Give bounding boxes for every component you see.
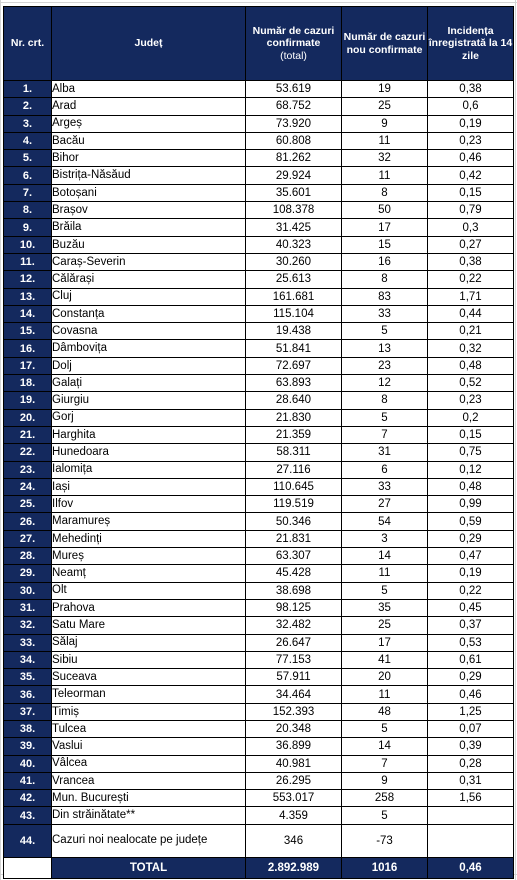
new-cases-cell[interactable]: 6 bbox=[342, 461, 428, 478]
total-cases-cell[interactable]: 81.262 bbox=[246, 150, 342, 167]
county-cell[interactable]: Din străinătate** bbox=[52, 807, 246, 824]
incidence-cell[interactable]: 0,31 bbox=[428, 772, 514, 789]
total-cases-cell[interactable]: 45.428 bbox=[246, 565, 342, 582]
county-cell[interactable]: Suceava bbox=[52, 669, 246, 686]
incidence-cell[interactable]: 0,12 bbox=[428, 461, 514, 478]
table-row bbox=[4, 617, 514, 634]
row-number-cell[interactable]: 17. bbox=[4, 357, 52, 374]
county-cell[interactable]: Prahova bbox=[52, 599, 246, 616]
table-row bbox=[4, 720, 514, 737]
row-number-cell[interactable]: 27. bbox=[4, 530, 52, 547]
new-cases-cell[interactable]: 5 bbox=[342, 582, 428, 599]
new-cases-cell[interactable]: 19 bbox=[342, 81, 428, 98]
total-cases-cell[interactable]: 108.378 bbox=[246, 202, 342, 219]
table-row bbox=[4, 651, 514, 668]
row-number-cell[interactable]: 41. bbox=[4, 772, 52, 789]
incidence-cell[interactable]: 0,44 bbox=[428, 305, 514, 322]
covid-cases-table bbox=[3, 6, 514, 879]
total-row-blank-cell[interactable] bbox=[4, 857, 52, 878]
county-cell[interactable]: Harghita bbox=[52, 426, 246, 443]
row-number-cell[interactable]: 13. bbox=[4, 288, 52, 305]
county-cell[interactable]: Dolj bbox=[52, 357, 246, 374]
row-number-cell[interactable]: 29. bbox=[4, 565, 52, 582]
row-number-cell[interactable]: 20. bbox=[4, 409, 52, 426]
total-cases-cell[interactable]: 19.438 bbox=[246, 323, 342, 340]
new-cases-cell[interactable]: 9 bbox=[342, 772, 428, 789]
table-row bbox=[4, 236, 514, 253]
table-header bbox=[4, 7, 514, 81]
county-cell[interactable]: Satu Mare bbox=[52, 617, 246, 634]
new-cases-cell[interactable]: 13 bbox=[342, 340, 428, 357]
row-number-cell[interactable]: 15. bbox=[4, 323, 52, 340]
county-cell[interactable]: Alba bbox=[52, 81, 246, 98]
incidence-cell[interactable]: 0,46 bbox=[428, 686, 514, 703]
total-cases-cell[interactable]: 58.311 bbox=[246, 444, 342, 461]
header-incidence[interactable]: Incidența înregistrată la 14 zile bbox=[428, 7, 514, 81]
county-cell[interactable]: Galați bbox=[52, 375, 246, 392]
new-cases-cell[interactable]: 17 bbox=[342, 219, 428, 236]
table-row bbox=[4, 548, 514, 565]
county-cell[interactable]: Bihor bbox=[52, 150, 246, 167]
table-row bbox=[4, 375, 514, 392]
row-number-cell[interactable]: 19. bbox=[4, 392, 52, 409]
county-cell[interactable]: Teleorman bbox=[52, 686, 246, 703]
incidence-cell[interactable]: 0,29 bbox=[428, 669, 514, 686]
incidence-cell[interactable]: 0,48 bbox=[428, 357, 514, 374]
incidence-cell[interactable]: 0,39 bbox=[428, 738, 514, 755]
total-cases-cell[interactable]: 30.260 bbox=[246, 253, 342, 270]
incidence-cell[interactable] bbox=[428, 807, 514, 824]
row-number-cell[interactable]: 1. bbox=[4, 81, 52, 98]
table-row bbox=[4, 686, 514, 703]
county-cell[interactable]: Cazuri noi nealocate pe județe bbox=[52, 824, 246, 857]
incidence-cell[interactable]: 0,38 bbox=[428, 253, 514, 270]
table-row bbox=[4, 392, 514, 409]
row-number-cell[interactable]: 26. bbox=[4, 513, 52, 530]
incidence-cell[interactable]: 1,71 bbox=[428, 288, 514, 305]
new-cases-cell[interactable]: 17 bbox=[342, 634, 428, 651]
row-number-cell[interactable]: 39. bbox=[4, 738, 52, 755]
row-number-cell[interactable]: 2. bbox=[4, 98, 52, 115]
table-row bbox=[4, 98, 514, 115]
sheet-gridline bbox=[515, 0, 516, 880]
incidence-cell[interactable]: 0,23 bbox=[428, 392, 514, 409]
county-cell[interactable]: Mureș bbox=[52, 548, 246, 565]
incidence-cell[interactable]: 0,46 bbox=[428, 150, 514, 167]
incidence-cell[interactable]: 0,53 bbox=[428, 634, 514, 651]
table-row bbox=[4, 150, 514, 167]
row-number-cell[interactable]: 16. bbox=[4, 340, 52, 357]
county-cell[interactable]: Timiș bbox=[52, 703, 246, 720]
new-cases-cell[interactable]: 8 bbox=[342, 392, 428, 409]
incidence-cell[interactable]: 0,28 bbox=[428, 755, 514, 772]
county-cell[interactable]: Neamț bbox=[52, 565, 246, 582]
total-cases-cell[interactable]: 77.153 bbox=[246, 651, 342, 668]
county-cell[interactable]: Caraș-Severin bbox=[52, 253, 246, 270]
total-cases-cell[interactable]: 63.893 bbox=[246, 375, 342, 392]
county-cell[interactable]: Brașov bbox=[52, 202, 246, 219]
row-number-cell[interactable]: 42. bbox=[4, 790, 52, 807]
new-cases-cell[interactable]: 27 bbox=[342, 496, 428, 513]
incidence-cell[interactable]: 1,56 bbox=[428, 790, 514, 807]
table-row bbox=[4, 513, 514, 530]
incidence-cell[interactable]: 0,99 bbox=[428, 496, 514, 513]
new-cases-cell[interactable]: 11 bbox=[342, 132, 428, 149]
row-number-cell[interactable]: 33. bbox=[4, 634, 52, 651]
table-row bbox=[4, 444, 514, 461]
county-cell[interactable]: Arad bbox=[52, 98, 246, 115]
row-number-cell[interactable]: 30. bbox=[4, 582, 52, 599]
total-cases-cell[interactable]: 26.295 bbox=[246, 772, 342, 789]
row-number-cell[interactable]: 31. bbox=[4, 599, 52, 616]
county-cell[interactable]: Tulcea bbox=[52, 720, 246, 737]
new-cases-cell[interactable]: 11 bbox=[342, 167, 428, 184]
county-cell[interactable]: Călărași bbox=[52, 271, 246, 288]
incidence-cell[interactable]: 0,48 bbox=[428, 478, 514, 495]
table-row bbox=[4, 340, 514, 357]
total-cases-cell[interactable]: 98.125 bbox=[246, 599, 342, 616]
total-cases-cell[interactable]: 60.808 bbox=[246, 132, 342, 149]
new-cases-cell[interactable]: 31 bbox=[342, 444, 428, 461]
row-number-cell[interactable]: 37. bbox=[4, 703, 52, 720]
incidence-cell[interactable]: 0,2 bbox=[428, 409, 514, 426]
new-cases-cell[interactable]: 41 bbox=[342, 651, 428, 668]
table-row bbox=[4, 669, 514, 686]
county-cell[interactable]: Mun. București bbox=[52, 790, 246, 807]
incidence-cell[interactable] bbox=[428, 824, 514, 857]
total-cases-cell[interactable]: 152.393 bbox=[246, 703, 342, 720]
county-cell[interactable]: Vrancea bbox=[52, 772, 246, 789]
total-cases-cell[interactable]: 68.752 bbox=[246, 98, 342, 115]
new-cases-cell[interactable]: 48 bbox=[342, 703, 428, 720]
sheet-gridline bbox=[0, 2, 517, 3]
total-cases-cell[interactable]: 31.425 bbox=[246, 219, 342, 236]
total-cases-cell[interactable]: 21.831 bbox=[246, 530, 342, 547]
county-cell[interactable]: Mehedinți bbox=[52, 530, 246, 547]
table-row bbox=[4, 582, 514, 599]
incidence-cell[interactable]: 0,27 bbox=[428, 236, 514, 253]
incidence-cell[interactable]: 0,52 bbox=[428, 375, 514, 392]
table-row bbox=[4, 184, 514, 201]
incidence-cell[interactable]: 0,47 bbox=[428, 548, 514, 565]
county-cell[interactable]: Brăila bbox=[52, 219, 246, 236]
row-number-cell[interactable]: 32. bbox=[4, 617, 52, 634]
total-cases-cell[interactable]: 35.601 bbox=[246, 184, 342, 201]
county-cell[interactable]: Bistrița-Năsăud bbox=[52, 167, 246, 184]
total-cases-cell[interactable]: 32.482 bbox=[246, 617, 342, 634]
total-cases-cell[interactable]: 34.464 bbox=[246, 686, 342, 703]
table-row bbox=[4, 461, 514, 478]
header-total-cases[interactable] bbox=[246, 7, 342, 81]
row-number-cell[interactable]: 43. bbox=[4, 807, 52, 824]
new-cases-cell[interactable]: 50 bbox=[342, 202, 428, 219]
table-row bbox=[4, 755, 514, 772]
table-row bbox=[4, 478, 514, 495]
table-row bbox=[4, 565, 514, 582]
table-row bbox=[4, 426, 514, 443]
table-row bbox=[4, 807, 514, 824]
table-row bbox=[4, 167, 514, 184]
county-cell[interactable]: Botoșani bbox=[52, 184, 246, 201]
new-cases-cell[interactable]: 54 bbox=[342, 513, 428, 530]
row-number-cell[interactable]: 12. bbox=[4, 271, 52, 288]
county-cell[interactable]: Argeș bbox=[52, 115, 246, 132]
new-cases-cell[interactable]: 258 bbox=[342, 790, 428, 807]
incidence-cell[interactable]: 1,25 bbox=[428, 703, 514, 720]
county-cell[interactable]: Buzău bbox=[52, 236, 246, 253]
county-cell[interactable]: Sălaj bbox=[52, 634, 246, 651]
table-row bbox=[4, 790, 514, 807]
incidence-cell[interactable]: 0,61 bbox=[428, 651, 514, 668]
row-number-cell[interactable]: 25. bbox=[4, 496, 52, 513]
total-cases-cell[interactable]: 21.830 bbox=[246, 409, 342, 426]
new-cases-cell[interactable]: 25 bbox=[342, 617, 428, 634]
table-row bbox=[4, 202, 514, 219]
incidence-cell[interactable]: 0,75 bbox=[428, 444, 514, 461]
total-cases-cell[interactable]: 50.346 bbox=[246, 513, 342, 530]
table-row bbox=[4, 824, 514, 857]
county-cell[interactable]: Constanța bbox=[52, 305, 246, 322]
row-number-cell[interactable]: 3. bbox=[4, 115, 52, 132]
row-number-cell[interactable]: 35. bbox=[4, 669, 52, 686]
new-cases-cell[interactable]: 25 bbox=[342, 98, 428, 115]
table-row bbox=[4, 219, 514, 236]
table-row bbox=[4, 703, 514, 720]
new-cases-cell[interactable]: 11 bbox=[342, 565, 428, 582]
incidence-cell[interactable]: 0,79 bbox=[428, 202, 514, 219]
table-row bbox=[4, 409, 514, 426]
total-row bbox=[4, 857, 514, 878]
incidence-cell[interactable]: 0,07 bbox=[428, 720, 514, 737]
row-number-cell[interactable]: 18. bbox=[4, 375, 52, 392]
new-cases-cell[interactable]: 7 bbox=[342, 426, 428, 443]
incidence-cell[interactable]: 0,19 bbox=[428, 565, 514, 582]
new-cases-cell[interactable]: 3 bbox=[342, 530, 428, 547]
county-cell[interactable]: Iași bbox=[52, 478, 246, 495]
total-confirmed[interactable]: 2.892.989 bbox=[246, 857, 342, 878]
incidence-cell[interactable]: 0,42 bbox=[428, 167, 514, 184]
total-cases-cell[interactable]: 161.681 bbox=[246, 288, 342, 305]
row-number-cell[interactable]: 14. bbox=[4, 305, 52, 322]
incidence-cell[interactable]: 0,29 bbox=[428, 530, 514, 547]
row-number-cell[interactable]: 38. bbox=[4, 720, 52, 737]
new-cases-cell[interactable]: 7 bbox=[342, 755, 428, 772]
incidence-cell[interactable]: 0,23 bbox=[428, 132, 514, 149]
header-new-cases[interactable]: Număr de cazuri nou confirmate bbox=[342, 7, 428, 81]
total-cases-cell[interactable]: 36.899 bbox=[246, 738, 342, 755]
row-number-cell[interactable]: 21. bbox=[4, 426, 52, 443]
new-cases-cell[interactable]: 33 bbox=[342, 478, 428, 495]
incidence-cell[interactable]: 0,3 bbox=[428, 219, 514, 236]
row-number-cell[interactable]: 22. bbox=[4, 444, 52, 461]
total-cases-cell[interactable]: 119.519 bbox=[246, 496, 342, 513]
total-cases-cell[interactable]: 4.359 bbox=[246, 807, 342, 824]
county-cell[interactable]: Dâmbovița bbox=[52, 340, 246, 357]
incidence-cell[interactable]: 0,37 bbox=[428, 617, 514, 634]
new-cases-cell[interactable]: 14 bbox=[342, 738, 428, 755]
total-incidence[interactable]: 0,46 bbox=[428, 857, 514, 878]
new-cases-cell[interactable]: 8 bbox=[342, 271, 428, 288]
row-number-cell[interactable]: 23. bbox=[4, 461, 52, 478]
new-cases-cell[interactable]: 23 bbox=[342, 357, 428, 374]
total-cases-cell[interactable]: 63.307 bbox=[246, 548, 342, 565]
header-nr-crt[interactable]: Nr. crt. bbox=[4, 7, 52, 81]
total-cases-cell[interactable]: 40.323 bbox=[246, 236, 342, 253]
row-number-cell[interactable]: 4. bbox=[4, 132, 52, 149]
new-cases-cell[interactable]: 5 bbox=[342, 409, 428, 426]
total-cases-cell[interactable]: 51.841 bbox=[246, 340, 342, 357]
total-cases-cell[interactable]: 38.698 bbox=[246, 582, 342, 599]
total-cases-cell[interactable]: 29.924 bbox=[246, 167, 342, 184]
new-cases-cell[interactable]: 9 bbox=[342, 115, 428, 132]
row-number-cell[interactable]: 6. bbox=[4, 167, 52, 184]
row-number-cell[interactable]: 36. bbox=[4, 686, 52, 703]
row-number-cell[interactable]: 11. bbox=[4, 253, 52, 270]
county-cell[interactable]: Covasna bbox=[52, 323, 246, 340]
incidence-cell[interactable]: 0,15 bbox=[428, 184, 514, 201]
total-cases-cell[interactable]: 346 bbox=[246, 824, 342, 857]
new-cases-cell[interactable]: 15 bbox=[342, 236, 428, 253]
county-cell[interactable]: Hunedoara bbox=[52, 444, 246, 461]
table-row bbox=[4, 81, 514, 98]
total-cases-cell[interactable]: 53.619 bbox=[246, 81, 342, 98]
total-cases-cell[interactable]: 72.697 bbox=[246, 357, 342, 374]
row-number-cell[interactable]: 24. bbox=[4, 478, 52, 495]
county-cell[interactable]: Ialomița bbox=[52, 461, 246, 478]
row-number-cell[interactable]: 34. bbox=[4, 651, 52, 668]
total-cases-cell[interactable]: 25.613 bbox=[246, 271, 342, 288]
total-cases-cell[interactable]: 26.647 bbox=[246, 634, 342, 651]
header-judet[interactable]: Județ bbox=[52, 7, 246, 81]
row-number-cell[interactable]: 7. bbox=[4, 184, 52, 201]
county-cell[interactable]: Gorj bbox=[52, 409, 246, 426]
sheet-gridline bbox=[0, 0, 1, 880]
incidence-cell[interactable]: 0,19 bbox=[428, 115, 514, 132]
table-row bbox=[4, 634, 514, 651]
county-cell[interactable]: Olt bbox=[52, 582, 246, 599]
new-cases-cell[interactable]: 32 bbox=[342, 150, 428, 167]
incidence-cell[interactable]: 0,59 bbox=[428, 513, 514, 530]
table-row bbox=[4, 357, 514, 374]
table-row bbox=[4, 305, 514, 322]
total-cases-cell[interactable]: 27.116 bbox=[246, 461, 342, 478]
row-number-cell[interactable]: 9. bbox=[4, 219, 52, 236]
total-cases-cell[interactable]: 110.645 bbox=[246, 478, 342, 495]
row-number-cell[interactable]: 10. bbox=[4, 236, 52, 253]
incidence-cell[interactable]: 0,32 bbox=[428, 340, 514, 357]
new-cases-cell[interactable]: 20 bbox=[342, 669, 428, 686]
new-cases-cell[interactable]: -73 bbox=[342, 824, 428, 857]
new-cases-cell[interactable]: 35 bbox=[342, 599, 428, 616]
row-number-cell[interactable]: 40. bbox=[4, 755, 52, 772]
row-number-cell[interactable]: 44. bbox=[4, 824, 52, 857]
new-cases-cell[interactable]: 5 bbox=[342, 720, 428, 737]
total-label[interactable]: TOTAL bbox=[52, 857, 246, 878]
county-cell[interactable]: Vaslui bbox=[52, 738, 246, 755]
incidence-cell[interactable]: 0,45 bbox=[428, 599, 514, 616]
table-row bbox=[4, 738, 514, 755]
county-cell[interactable]: Giurgiu bbox=[52, 392, 246, 409]
header-total-cases-label: Număr de cazuri confirmate bbox=[252, 25, 335, 50]
new-cases-cell[interactable]: 16 bbox=[342, 253, 428, 270]
total-new[interactable]: 1016 bbox=[342, 857, 428, 878]
total-cases-cell[interactable]: 20.348 bbox=[246, 720, 342, 737]
total-cases-cell[interactable]: 73.920 bbox=[246, 115, 342, 132]
table-row bbox=[4, 599, 514, 616]
new-cases-cell[interactable]: 12 bbox=[342, 375, 428, 392]
table-row bbox=[4, 132, 514, 149]
table-row bbox=[4, 115, 514, 132]
table-row bbox=[4, 271, 514, 288]
county-cell[interactable]: Cluj bbox=[52, 288, 246, 305]
incidence-cell[interactable]: 0,22 bbox=[428, 271, 514, 288]
table-row bbox=[4, 530, 514, 547]
table-row bbox=[4, 323, 514, 340]
row-number-cell[interactable]: 28. bbox=[4, 548, 52, 565]
row-number-cell[interactable]: 5. bbox=[4, 150, 52, 167]
new-cases-cell[interactable]: 8 bbox=[342, 184, 428, 201]
table-row bbox=[4, 496, 514, 513]
county-cell[interactable]: Ilfov bbox=[52, 496, 246, 513]
total-cases-cell[interactable]: 28.640 bbox=[246, 392, 342, 409]
total-cases-cell[interactable]: 115.104 bbox=[246, 305, 342, 322]
new-cases-cell[interactable]: 11 bbox=[342, 686, 428, 703]
table-row bbox=[4, 772, 514, 789]
total-cases-cell[interactable]: 57.911 bbox=[246, 669, 342, 686]
county-cell[interactable]: Bacău bbox=[52, 132, 246, 149]
new-cases-cell[interactable]: 5 bbox=[342, 807, 428, 824]
table-row bbox=[4, 288, 514, 305]
county-cell[interactable]: Sibiu bbox=[52, 651, 246, 668]
incidence-cell[interactable]: 0,21 bbox=[428, 323, 514, 340]
incidence-cell[interactable]: 0,22 bbox=[428, 582, 514, 599]
table-body bbox=[4, 81, 514, 858]
total-cases-cell[interactable]: 21.359 bbox=[246, 426, 342, 443]
new-cases-cell[interactable]: 14 bbox=[342, 548, 428, 565]
incidence-cell[interactable]: 0,6 bbox=[428, 98, 514, 115]
header-total-cases-sub: (total) bbox=[280, 49, 307, 62]
new-cases-cell[interactable]: 83 bbox=[342, 288, 428, 305]
new-cases-cell[interactable]: 5 bbox=[342, 323, 428, 340]
incidence-cell[interactable]: 0,38 bbox=[428, 81, 514, 98]
county-cell[interactable]: Vâlcea bbox=[52, 755, 246, 772]
county-cell[interactable]: Maramureș bbox=[52, 513, 246, 530]
table-row bbox=[4, 253, 514, 270]
row-number-cell[interactable]: 8. bbox=[4, 202, 52, 219]
total-cases-cell[interactable]: 553.017 bbox=[246, 790, 342, 807]
incidence-cell[interactable]: 0,15 bbox=[428, 426, 514, 443]
new-cases-cell[interactable]: 33 bbox=[342, 305, 428, 322]
total-cases-cell[interactable]: 40.981 bbox=[246, 755, 342, 772]
